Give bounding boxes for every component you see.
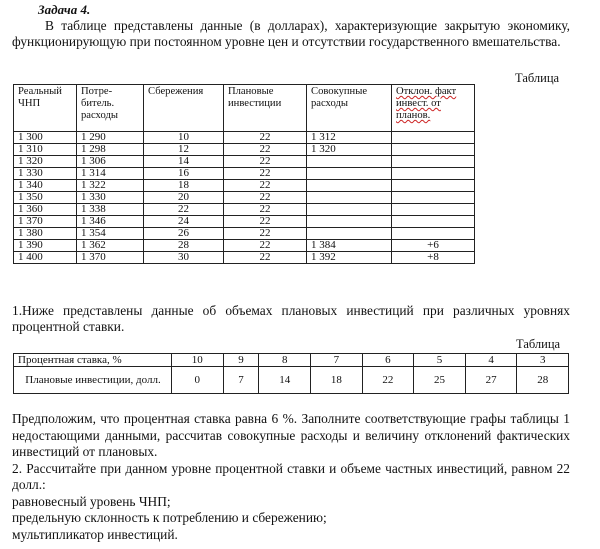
planned-investment-header: Плановые инвестиции, долл.: [14, 367, 172, 394]
planned-investment-cell: 0: [172, 367, 224, 394]
table-cell: 1 362: [77, 240, 144, 252]
table-cell: [392, 144, 475, 156]
planned-investment-cell: 22: [362, 367, 414, 394]
planned-investment-cell: 27: [465, 367, 517, 394]
task-title: Задача 4.: [38, 2, 91, 17]
table-cell: 22: [224, 252, 307, 264]
col-header-real-gnp: Реальный ЧНП: [14, 85, 77, 132]
table-cell: 1 360: [14, 204, 77, 216]
table-cell: 1 340: [14, 180, 77, 192]
table-row: [14, 204, 475, 216]
table-cell: 22: [144, 204, 224, 216]
table-cell: 26: [144, 228, 224, 240]
table-cell: 22: [224, 204, 307, 216]
col-header-aggregate-expenditure: Совокупные расходы: [307, 85, 392, 132]
table-cell: 1 314: [77, 168, 144, 180]
table-cell: 1 346: [77, 216, 144, 228]
col-header-consumption: Потре-битель. расходы: [77, 85, 144, 132]
table-cell: 30: [144, 252, 224, 264]
planned-investment-cell: 18: [311, 367, 363, 394]
table-cell: [307, 192, 392, 204]
assume-paragraph: [12, 411, 570, 461]
section2-paragraph: [12, 461, 570, 494]
table-cell: [392, 132, 475, 144]
table-cell: [392, 228, 475, 240]
table-cell: 1 320: [307, 144, 392, 156]
table-cell: 1 320: [14, 156, 77, 168]
table-cell: [392, 156, 475, 168]
table-cell: 1 306: [77, 156, 144, 168]
planned-investment-row: [14, 367, 569, 394]
table-cell: [307, 168, 392, 180]
table-cell: 1 354: [77, 228, 144, 240]
col-header-savings: Сбережения: [144, 85, 224, 132]
table-cell: 22: [224, 168, 307, 180]
table-cell: [392, 192, 475, 204]
table-cell: 22: [224, 132, 307, 144]
table-row: [14, 180, 475, 192]
table-cell: 20: [144, 192, 224, 204]
table-cell: 16: [144, 168, 224, 180]
economy-data-table: [13, 84, 475, 264]
table-cell: 22: [224, 180, 307, 192]
interest-rate-cell: 10: [172, 354, 224, 367]
table-cell: 1 370: [77, 252, 144, 264]
table-cell: 1 392: [307, 252, 392, 264]
table-cell: 22: [224, 228, 307, 240]
table-cell: 1 380: [14, 228, 77, 240]
col-header-deviation: [392, 85, 475, 132]
table-cell: 22: [224, 216, 307, 228]
question-mpc-mps: предельную склонность к потреблению и сбережению;: [12, 510, 327, 525]
intro-paragraph: [12, 18, 570, 50]
interest-rate-cell: 6: [362, 354, 414, 367]
table-cell: +8: [392, 252, 475, 264]
table1-label: Таблица: [515, 71, 560, 85]
table-cell: 1 370: [14, 216, 77, 228]
table-cell: 1 312: [307, 132, 392, 144]
col-header-planned-investment: Плановые инвестиции: [224, 85, 307, 132]
table-cell: 28: [144, 240, 224, 252]
question-equilibrium-gnp: равновесный уровень ЧНП;: [12, 493, 171, 509]
table2-label: Таблица: [516, 337, 561, 351]
table-cell: [307, 156, 392, 168]
interest-rate-cell: 4: [465, 354, 517, 367]
table-cell: 1 400: [14, 252, 77, 264]
interest-rate-cell: 8: [259, 354, 311, 367]
tasks-block: [12, 411, 570, 543]
interest-rate-cell: 5: [414, 354, 466, 367]
table-cell: 1 330: [77, 192, 144, 204]
table-cell: 14: [144, 156, 224, 168]
table-cell: 1 310: [14, 144, 77, 156]
table-cell: 12: [144, 144, 224, 156]
table-cell: 22: [224, 192, 307, 204]
interest-investment-table: [13, 353, 569, 394]
interest-rate-cell: 7: [311, 354, 363, 367]
interest-rate-header: Процентная ставка, %: [14, 354, 172, 367]
table-row: [14, 156, 475, 168]
table-cell: 1 322: [77, 180, 144, 192]
table-cell: 1 300: [14, 132, 77, 144]
table-cell: [307, 216, 392, 228]
table-row: [14, 192, 475, 204]
table-cell: [392, 168, 475, 180]
table-row: [14, 216, 475, 228]
interest-rate-row: [14, 354, 569, 367]
table-cell: [307, 180, 392, 192]
planned-investment-cell: 28: [517, 367, 569, 394]
table-cell: [392, 216, 475, 228]
planned-investment-cell: 7: [223, 367, 259, 394]
table-cell: 24: [144, 216, 224, 228]
section1-paragraph: [12, 303, 570, 335]
table-row: [14, 132, 475, 144]
table-cell: [307, 204, 392, 216]
table-cell: 1 290: [77, 132, 144, 144]
table-cell: [307, 228, 392, 240]
table-cell: 1 338: [77, 204, 144, 216]
interest-rate-cell: 9: [223, 354, 259, 367]
table-row: [14, 240, 475, 252]
table-row: [14, 228, 475, 240]
deviation-header-text: Отклон. факт инвест. от планов.: [396, 86, 457, 121]
planned-investment-cell: 14: [259, 367, 311, 394]
planned-investment-cell: 25: [414, 367, 466, 394]
table-row: [14, 252, 475, 264]
interest-rate-cell: 3: [517, 354, 569, 367]
table-cell: 1 384: [307, 240, 392, 252]
table-cell: 1 298: [77, 144, 144, 156]
question-multiplier: мультипликатор инвестиций.: [12, 526, 178, 542]
table1-header-row: [14, 85, 475, 132]
table-row: [14, 144, 475, 156]
table-cell: 22: [224, 144, 307, 156]
table-row: [14, 168, 475, 180]
table-cell: 22: [224, 240, 307, 252]
table-cell: 1 390: [14, 240, 77, 252]
table-cell: 18: [144, 180, 224, 192]
table-cell: 22: [224, 156, 307, 168]
table-cell: +6: [392, 240, 475, 252]
section2-text: 2. Рассчитайте при данном уровне процентной ставки и объеме частных инвестиций, равном 22 долл.:: [12, 460, 570, 492]
intro-text: В таблице представлены данные (в долларах), характеризующие закрытую экономику, функционирующую при постоянном уровне цен и отсутствии государственного вмешательства.: [12, 18, 570, 49]
table-cell: 10: [144, 132, 224, 144]
table-cell: 1 330: [14, 168, 77, 180]
table-cell: 1 350: [14, 192, 77, 204]
assume-text: Предположим, что процентная ставка равна 6 %. Заполните соответствующие графы таблицы 1 недостающими данными, рассчитав совокупные расходы и величину отклонений фактических инвестиций от плановых.: [12, 411, 570, 459]
table-cell: [392, 180, 475, 192]
section1-text: 1.Ниже представлены данные об объемах плановых инвестиций при различных уровнях процентной ставки.: [12, 303, 570, 334]
table-cell: [392, 204, 475, 216]
